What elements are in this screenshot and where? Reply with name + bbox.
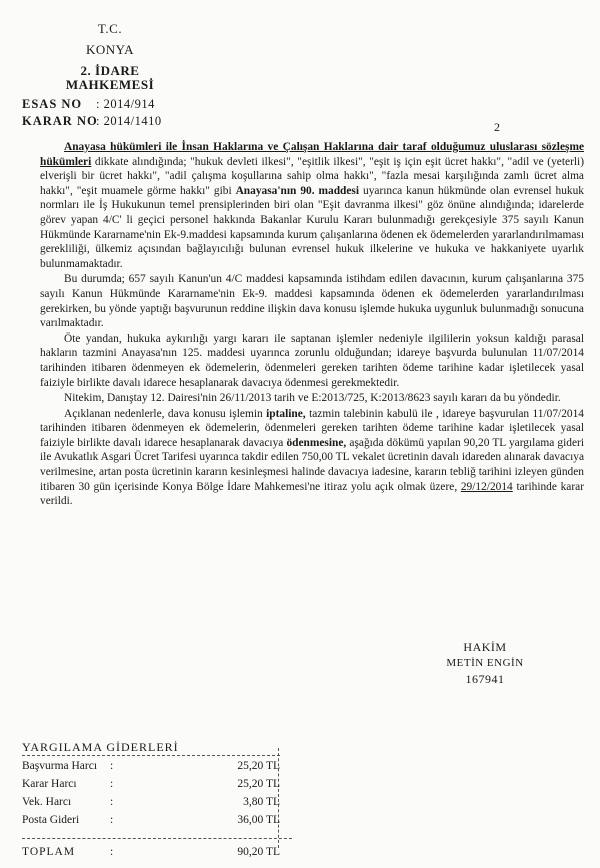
signature-title: HAKİM [463,640,507,654]
cost-total-colon: : [110,846,114,858]
esas-value: : 2014/914 [96,97,155,111]
p5-bold-odenme: ödenmesine, [286,436,347,449]
decision-body [40,140,584,510]
cost-label: Karar Harcı [22,778,77,790]
signature-number: 167941 [465,672,505,686]
paragraph-2: Bu durumda; 657 sayılı Kanun'un 4/C maddesi kapsamında istihdam edilen davacının, kurum çalışanlarına 375 sayılı Kanun Hükmünde Kararname'nin Ek-9. maddesi kapsamında ödenen ek ödemelerden yararlandırılması gerekirken, bu yönde yaptığı başvurunun reddine ilişkin dava konusu işlemde hukuka uygunluk bulunmadığı sonucuna varılmaktadır. [40,273,584,330]
cost-label: Posta Gideri [22,814,80,826]
p5-text-3: aşağıda dökümü yapılan 90,20 TL yargılama gideri ile Avukatlık Asgari Ücret Tarifesi uyarınca takdir edilen 750,00 TL vekalet ücretinin davalı idareden alınarak davacıya verilmesine, artan posta ücretinin kararın kesinleşmesi halinde davacıya iadesine, kararın tebliğ tarihini izleyen günden itibaren 30 gün içerisinde Konya Bölge İdare Mahkemesi'ne itiraz yolu açık olmak üzere, [40,436,584,493]
cost-colon: : [110,778,114,790]
cost-amount: 25,20 TL [237,760,280,772]
cost-total-row [22,846,292,862]
cost-row [22,760,292,776]
p1-text-1: dikkate alındığında; "hukuk devleti ilkesi", "eşitlik ilkesi", "eşit iş için eşit ücret hakkı", "adil ve (yeterli) elverişli bir ücret hakkı", "adil çalışma koşullarına sahip olma hakkı", "fazla mesai karşılığında zamlı ücret alma hakkı", "eşit muamele görme hakkı" gibi [40,155,584,197]
header-line-court: 2. İDARE MAHKEMESİ [65,63,155,92]
karar-label: KARAR NO [22,114,98,128]
paragraph-4: Nitekim, Danıştay 12. Dairesi'nin 26/11/2013 tarih ve E:2013/725, K:2013/8623 sayılı kararı da bu yöndedir. [64,392,561,405]
costs-title-divider [22,755,280,756]
signature-name: METİN ENGİN [446,657,524,669]
cost-colon: : [110,796,114,808]
header-line-city: KONYA [86,42,134,57]
cost-row [22,814,292,830]
cost-amount: 25,20 TL [237,778,280,790]
cost-amount: 3,80 TL [243,796,280,808]
paragraph-1 [40,140,584,271]
p1-bold-lead: Anayasa hükümleri ile İnsan Haklarına ve Çalışan Haklarına dair taraf olduğumuz uluslarası sözleşme hükümleri [40,141,584,168]
cost-colon: : [110,760,114,772]
cost-row [22,778,292,794]
cost-colon: : [110,814,114,826]
header-line-tc: T.C. [97,21,123,36]
paragraph-3: Öte yandan, hukuka aykırılığı yargı kararı ile saptanan işlemler nedeniyle ilgililerin yoksun kaldığı parasal hakların tazmini Anayasa'nın 125. maddesi uyarınca zorunlu olduğundan; idareye başvurda bulunulan 11/07/2014 tarihinden itibaren ödenmeyen ek ödemelerin, ödenmeleri gereken tarihten ödeme tarihine kadar işletilecek yasal faiziyle birlikte davalı idarece hesaplanarak davacıya ödenmesi gerekmektedir. [40,332,584,389]
paragraph-5 [40,407,584,509]
cost-total-amount: 90,20 TL [237,846,280,858]
esas-label: ESAS NO [22,97,83,111]
p5-decision-date: 29/12/2014 [460,480,513,493]
cost-total-label: TOPLAM [22,846,76,858]
cost-label: Vek. Harcı [22,796,72,808]
p5-bold-iptal: iptaline, [266,407,306,420]
costs-title: YARGILAMA GİDERLERİ [22,740,179,754]
p5-text-4: tarihinde karar verildi. [40,480,584,508]
karar-value: : 2014/1410 [96,114,162,128]
p5-text-1: Açıklanan nedenlerle, dava konusu işlemin [64,407,267,420]
page-number: 2 [494,120,500,134]
cost-amount: 36,00 TL [237,814,280,826]
costs-total-divider [22,838,292,839]
p1-bold-article: Anayasa'nın 90. maddesi [235,184,360,197]
cost-row [22,796,292,812]
cost-label: Başvurma Harcı [22,760,98,772]
p1-text-2: uyarınca kanun hükmünde olan evrensel hukuk normları ile İş Hukukunun temel prensiplerinden biri olan "Eşit davranma ilkesi" göz önüne alındığında; idarelerde görev yapan 4/C' li geçici personel hakkında Bakanlar Kurulu Kararı bulunmadığı gerekçesiyle 375 sayılı Kanun Hükmünde Kararname'nin Ek-9.maddesi kapsamında kurum çalışanlarına ödenen ek ödemelerden yararlandırılmaması gerekliliği, ülkemiz açısından bağlayıcılığı bulunan evrensel hukuk ilkelerine ve hukuka ve hakkaniyete uyarlık bulunmamaktadır. [40,184,584,270]
p5-text-2: tazmin talebinin kabulü ile , idareye başvurulan 11/07/2014 tarihinden itibaren ödenmeyen ek ödemelerin, ödenmeleri gereken tarihten ödeme tarihine kadar işletilecek yasal faiziyle birlikte davalı idarece hesaplanarak davacıya [40,407,584,449]
